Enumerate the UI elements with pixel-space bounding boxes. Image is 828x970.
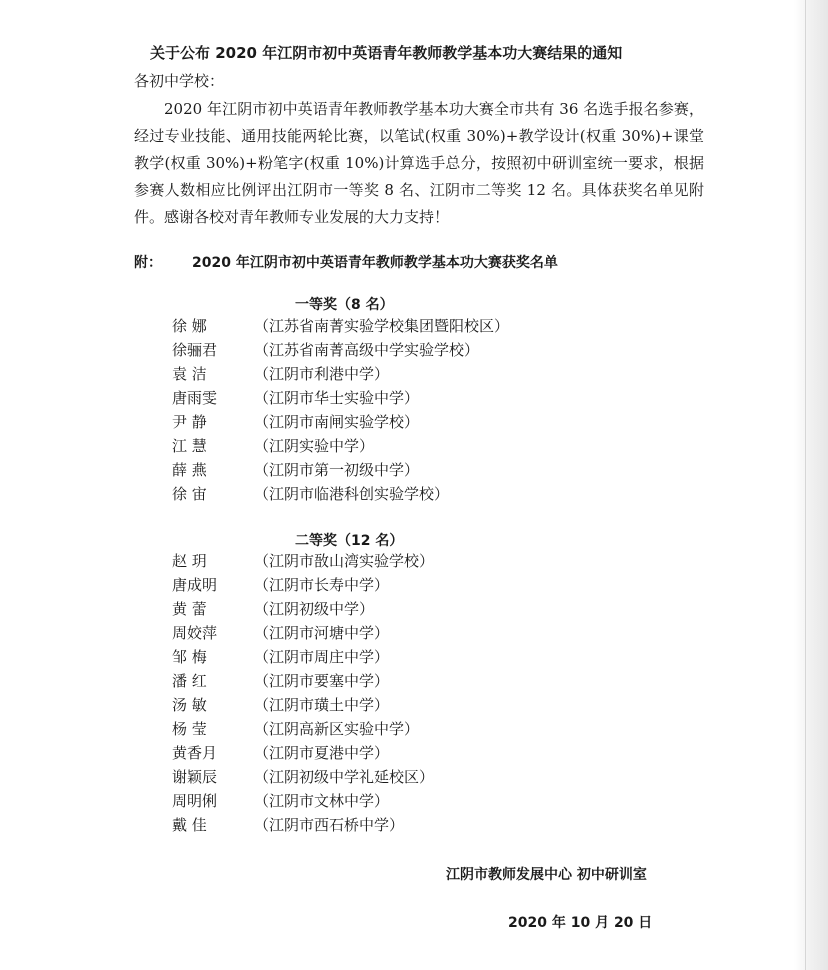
list-item [172,386,509,410]
winner-name: 唐雨雯 [172,389,218,407]
list-item [172,338,509,362]
winner-name: 周明俐 [172,792,218,810]
winner-school: （江阴市利港中学） [254,365,390,383]
winner-school: （江阴市华士实验中学） [254,389,420,407]
issuer-signature: 江阴市教师发展中心 初中研训室 [446,867,647,883]
winner-school: （江阴市周庄中学） [254,648,390,666]
winner-school: （江阴初级中学礼延校区） [254,768,435,786]
winner-name: 袁 洁 [172,365,207,383]
winner-name: 谢颖辰 [172,768,218,786]
list-item [172,669,434,693]
winner-name: 黄香月 [172,744,218,762]
winner-name: 邹 梅 [172,648,207,666]
list-item [172,813,434,837]
appendix-label: 附： [134,255,162,271]
winner-name: 徐骊君 [172,341,218,359]
notice-body: 2020 年江阴市初中英语青年教师教学基本功大赛全市共有 36 名选手报名参赛，经过专业技能、通用技能两轮比赛，以笔试(权重 30%)+教学设计(权重 30%)+课堂教学(权重 30%)+粉笔字(权重 10%)计算选手总分，按照初中研训室统一要求，根据参赛人数相应比例评出江阴市一等奖 8 名、江阴市二等奖 12 名。具体获奖名单见附件。感谢各校对青年教师专业发展的大力支持！ [134,100,704,226]
winner-school: （江阴实验中学） [254,437,375,455]
winner-name: 徐 宙 [172,485,207,503]
winner-school: （江阴初级中学） [254,600,375,618]
winner-name: 杨 莹 [172,720,207,738]
winner-name: 周姣萍 [172,624,218,642]
list-item [172,717,434,741]
winner-school: （江阴市长寿中学） [254,576,390,594]
winner-name: 江 慧 [172,437,207,455]
list-item [172,573,434,597]
appendix-heading [134,252,558,272]
winner-name: 潘 红 [172,672,207,690]
page-edge-shadow [794,0,828,970]
winner-school: （江苏省南菁高级中学实验学校） [254,341,480,359]
list-item [172,482,509,506]
list-item [172,789,434,813]
winner-school: （江阴市第一初级中学） [254,461,420,479]
winner-school: （江苏省南菁实验学校集团暨阳校区） [254,317,510,335]
winner-school: （江阴市南闸实验学校） [254,413,420,431]
list-item [172,765,434,789]
winner-name: 徐 娜 [172,317,207,335]
list-item [172,410,509,434]
list-item [172,645,434,669]
winner-school: （江阴市敔山湾实验学校） [254,552,435,570]
winner-name: 戴 佳 [172,816,207,834]
winner-school: （江阴市河塘中学） [254,624,390,642]
notice-title: 关于公布 2020 年江阴市初中英语青年教师教学基本功大赛结果的通知 [150,44,623,62]
list-item [172,549,434,573]
list-item [172,693,434,717]
winner-school: （江阴市夏港中学） [254,744,390,762]
list-item [172,362,509,386]
list-item [172,314,509,338]
page-edge-line [805,0,806,970]
list-item [172,621,434,645]
list-item [172,741,434,765]
winner-name: 黄 蕾 [172,600,207,618]
second-prize-list [172,549,434,837]
winner-school: （江阴市临港科创实验学校） [254,485,450,503]
appendix-title: 2020 年江阴市初中英语青年教师教学基本功大赛获奖名单 [192,255,558,271]
first-prize-heading: 一等奖（8 名） [295,297,394,313]
second-prize-heading: 二等奖（12 名） [295,533,404,549]
winner-school: （江阴市要塞中学） [254,672,390,690]
winner-school: （江阴市璜土中学） [254,696,390,714]
winner-school: （江阴市文林中学） [254,792,390,810]
list-item [172,458,509,482]
winner-name: 尹 静 [172,413,207,431]
list-item [172,597,434,621]
winner-name: 薛 燕 [172,461,207,479]
winner-school: （江阴高新区实验中学） [254,720,420,738]
winner-name: 汤 敏 [172,696,207,714]
salutation: 各初中学校： [134,72,225,90]
winner-name: 唐成明 [172,576,218,594]
winner-school: （江阴市西石桥中学） [254,816,405,834]
first-prize-list [172,314,509,506]
list-item [172,434,509,458]
winner-name: 赵 玥 [172,552,207,570]
issue-date: 2020 年 10 月 20 日 [508,915,653,931]
